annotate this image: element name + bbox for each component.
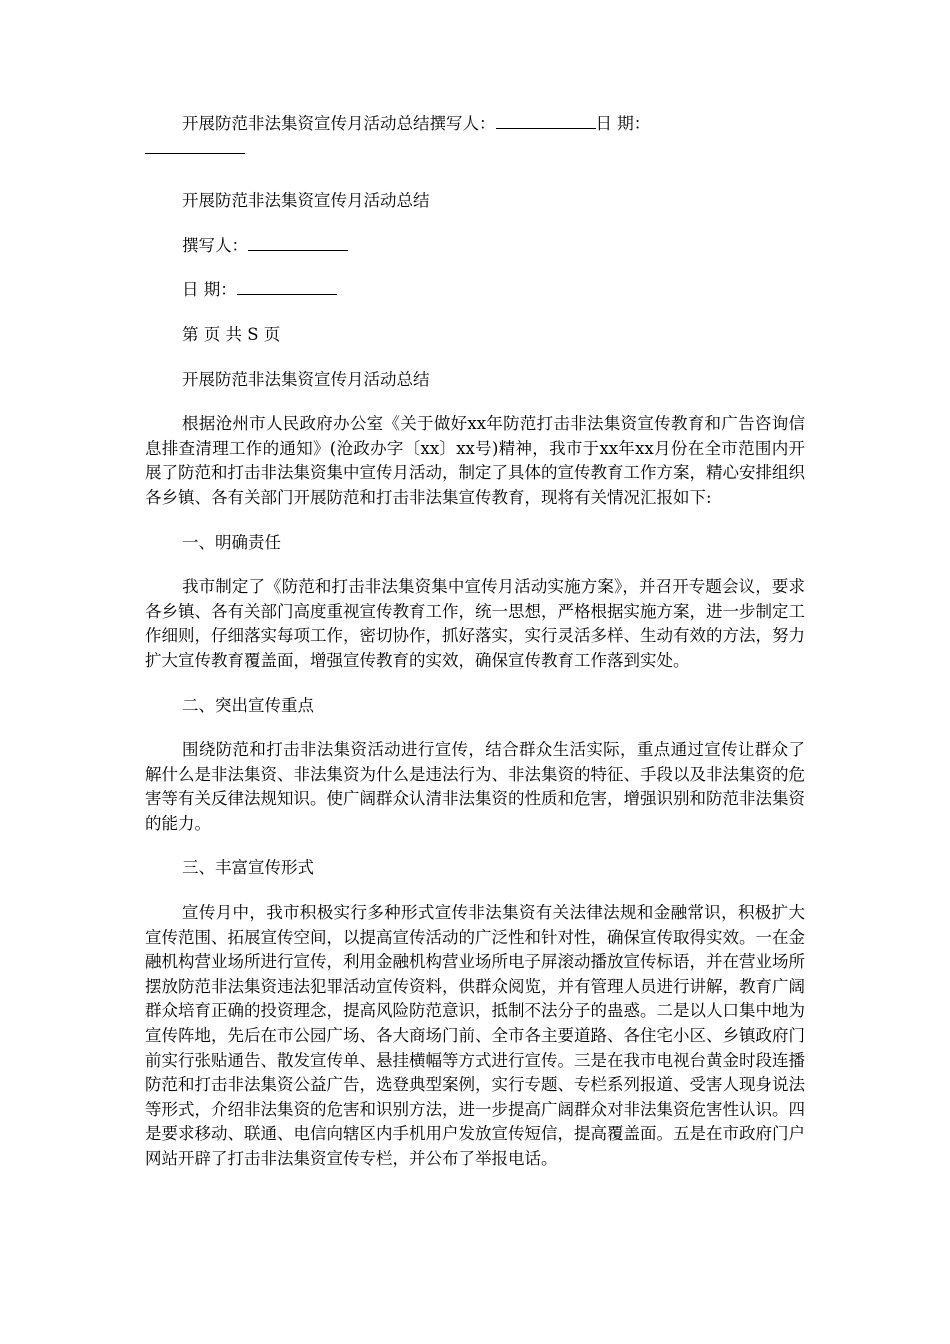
cover-date-line bbox=[145, 278, 805, 303]
intro-paragraph: 根据沧州市人民政府办公室《关于做好xx年防范打击非法集资宣传教育和广告咨询信息排查清理工作的通知》(沧政办字〔xx〕xx号)精神，我市于xx年xx月份在全市范围内开展了防范和打击非法集资集中宣传月活动，制定了具体的宣传教育工作方案，精心安排组织各乡镇、各有关部门开展防范和打击非法集宣传教育，现将有关情况汇报如下: bbox=[145, 414, 805, 507]
header-title: 开展防范非法集资宣传月活动总结撰写人： bbox=[182, 114, 496, 133]
header-line bbox=[145, 112, 805, 137]
document-page bbox=[145, 112, 805, 1172]
cover-author-line bbox=[145, 234, 805, 259]
page-info: 第 页 共 S 页 bbox=[182, 324, 281, 344]
section-heading: 一、明确责任 bbox=[182, 532, 281, 552]
cover-author-label: 撰写人： bbox=[182, 235, 248, 255]
section-body: 围绕防范和打击非法集资活动进行宣传，结合群众生活实际，重点通过宣传让群众了解什么是非法集资、非法集资为什么是违法行为、非法集资的特征、手段以及非法集资的危害等有关反律法规知识。使广阔群众认清非法集资的性质和危害，增强识别和防范非法集资的能力。 bbox=[145, 740, 805, 833]
cover-author-blank bbox=[248, 234, 348, 251]
date-blank bbox=[145, 137, 245, 154]
cover-title: 开展防范非法集资宣传月活动总结 bbox=[182, 191, 430, 211]
author-blank bbox=[496, 112, 596, 129]
cover-date-label: 日 期： bbox=[182, 280, 237, 300]
section-heading: 二、突出宣传重点 bbox=[182, 695, 314, 715]
section-body: 我市制定了《防范和打击非法集资集中宣传月活动实施方案》，并召开专题会议，要求各乡镇、各有关部门高度重视宣传教育工作，统一思想，严格根据实施方案，进一步制定工作细则，仔细落实每项工作，密切协作，抓好落实，实行灵活多样、生动有效的方法，努力扩大宣传教育覆盖面，增强宣传教育的实效，确保宣传教育工作落到实处。 bbox=[145, 577, 805, 670]
header-date-blank-line bbox=[145, 137, 805, 162]
section-body: 宣传月中，我市积极实行多种形式宣传非法集资有关法律法规和金融常识，积极扩大宣传范围、拓展宣传空间，以提高宣传活动的广泛性和针对性，确保宣传取得实效。一在金融机构营业场所进行宣传，利用金融机构营业场所电子屏滚动播放宣传标语，并在营业场所摆放防范非法集资违法犯罪活动宣传资料，供群众阅览，并有管理人员进行讲解，教育广阔群众培育正确的投资理念，提高风险防范意识，抵制不法分子的蛊惑。二是以人口集中地为宣传阵地，先后在市公园广场、各大商场门前、全市各主要道路、各住宅小区、乡镇政府门前实行张贴通告、散发宣传单、悬挂横幅等方式进行宣传。三是在我市电视台黄金时段连播防范和打击非法集资公益广告，选登典型案例，实行专题、专栏系列报道、受害人现身说法等形式，介绍非法集资的危害和识别方法，进一步提高广阔群众对非法集资危害性认识。四是要求移动、联通、电信向辖区内手机用户发放宣传短信，提高覆盖面。五是在市政府门户网站开辟了打击非法集资宣传专栏，并公布了举报电话。 bbox=[145, 903, 805, 1168]
cover-date-blank bbox=[237, 278, 337, 295]
section-heading: 三、丰富宣传形式 bbox=[182, 858, 314, 878]
doc-title: 开展防范非法集资宣传月活动总结 bbox=[182, 369, 430, 389]
header-date-label: 日 期： bbox=[595, 114, 651, 133]
